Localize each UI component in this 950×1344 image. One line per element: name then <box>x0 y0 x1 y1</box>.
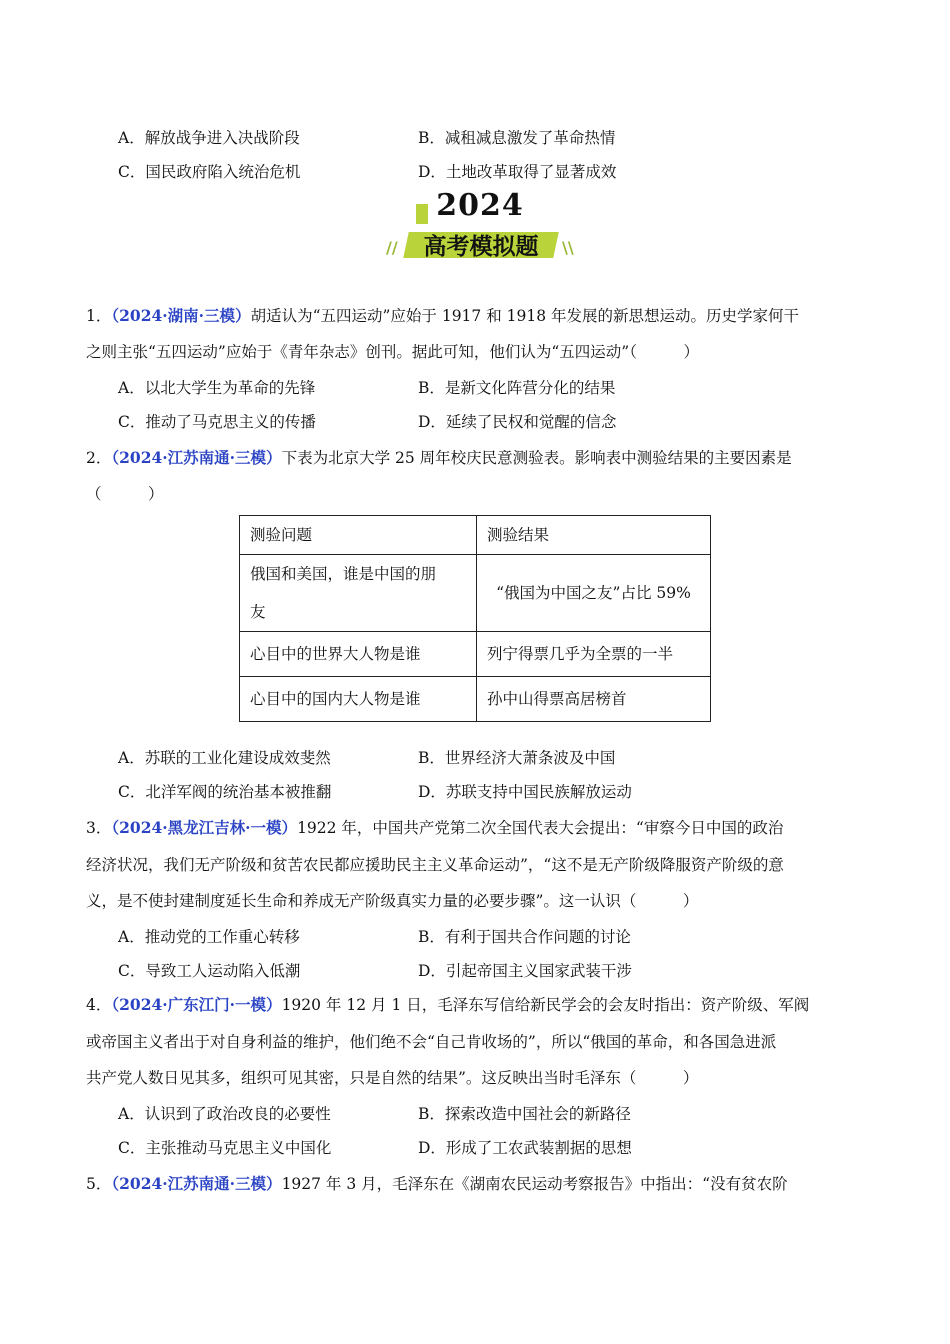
question-number: 4． <box>86 996 112 1014</box>
question-stem: 胡适认为“五四运动”应始于 1917 和 1918 年发展的新思想运动。历史学家何干 <box>250 307 800 325</box>
banner-year: 2024 <box>436 188 524 223</box>
question-2-stem-line-1 <box>86 448 876 468</box>
question-1-stem-line-1 <box>86 306 876 326</box>
question-1-option-b: B．是新文化阵营分化的结果 <box>418 379 616 397</box>
question-4-option-d: D．形成了工农武装割据的思想 <box>418 1139 632 1157</box>
question-3-option-d: D．引起帝国主义国家武装干涉 <box>418 962 632 980</box>
table-row <box>240 632 711 677</box>
table-cell-question: 心目中的国内大人物是谁 <box>240 677 477 722</box>
question-stem: 下表为北京大学 25 周年校庆民意测验表。影响表中测验结果的主要因素是 <box>281 449 792 467</box>
prev-option-d: D．土地改革取得了显著成效 <box>418 163 617 181</box>
question-1-option-d: D．延续了民权和觉醒的信念 <box>418 413 617 431</box>
question-4-option-c: C．主张推动马克思主义中国化 <box>118 1139 332 1157</box>
table-cell-result: 孙中山得票高居榜首 <box>477 677 711 722</box>
survey-table <box>239 515 711 722</box>
question-1-stem-line-2: 之则主张“五四运动”应始于《青年杂志》创刊。据此可知，他们认为“五四运动”（ ） <box>86 343 699 361</box>
question-number: 3． <box>86 819 112 837</box>
question-4-option-b: B．探索改造中国社会的新路径 <box>418 1105 631 1123</box>
banner-slash-right: \\ <box>562 238 574 257</box>
question-source: （2024·广东江门·一模） <box>111 995 282 1014</box>
question-3-option-a: A．推动党的工作重心转移 <box>118 928 300 946</box>
banner-title: 高考模拟题 <box>423 234 539 260</box>
question-2-option-d: D．苏联支持中国民族解放运动 <box>418 783 632 801</box>
banner-slash-left: // <box>386 238 398 257</box>
question-2-option-a: A．苏联的工业化建设成效斐然 <box>118 749 331 767</box>
question-stem: 1927 年 3 月，毛泽东在《湖南农民运动考察报告》中指出：“没有贫农阶 <box>281 1175 788 1193</box>
question-3-stem-line-3: 义，是不使封建制度延长生命和养成无产阶级真实力量的必要步骤”。这一认识（ ） <box>86 892 699 910</box>
question-3-stem-line-2: 经济状况，我们无产阶级和贫苦农民都应援助民主主义革命运动”，“这不是无产阶级降服资产阶级的意 <box>86 856 784 874</box>
prev-option-a: A．解放战争进入决战阶段 <box>118 129 300 147</box>
table-header-row <box>240 516 711 555</box>
question-3-option-b: B．有利于国共合作问题的讨论 <box>418 928 631 946</box>
question-number: 2． <box>86 449 112 467</box>
question-1-option-a: A．以北大学生为革命的先锋 <box>118 379 316 397</box>
question-1-option-c: C．推动了马克思主义的传播 <box>118 413 316 431</box>
section-banner <box>380 188 580 268</box>
question-4-stem-line-3: 共产党人数日见其多，组织可见其密，只是自然的结果”。这反映出当时毛泽东（ ） <box>86 1069 699 1087</box>
question-2-option-b: B．世界经济大萧条波及中国 <box>418 749 616 767</box>
question-stem: 1922 年，中国共产党第二次全国代表大会提出：“审察今日中国的政治 <box>297 819 784 837</box>
question-2-option-c: C．北洋军阀的统治基本被推翻 <box>118 783 332 801</box>
table-cell-result: 列宁得票几乎为全票的一半 <box>477 632 711 677</box>
table-cell-line: 俄国和美国，谁是中国的朋 <box>250 565 437 583</box>
prev-option-b: B．减租减息激发了革命热情 <box>418 129 616 147</box>
table-cell-result: “俄国为中国之友”占比 59% <box>477 555 711 632</box>
question-3-option-c: C．导致工人运动陷入低潮 <box>118 962 301 980</box>
question-4-option-a: A．认识到了政治改良的必要性 <box>118 1105 331 1123</box>
question-number: 5． <box>86 1175 112 1193</box>
table-cell-question: 心目中的世界大人物是谁 <box>240 632 477 677</box>
table-header-cell: 测验问题 <box>240 516 477 555</box>
question-3-stem-line-1 <box>86 818 876 838</box>
question-source: （2024·江苏南通·三模） <box>111 448 282 467</box>
question-source: （2024·湖南·三模） <box>111 306 251 325</box>
question-5-stem-line-1 <box>86 1174 876 1194</box>
table-row <box>240 677 711 722</box>
question-number: 1． <box>86 307 112 325</box>
question-4-stem-line-2: 或帝国主义者出于对自身利益的维护，他们绝不会“自己肯收场的”，所以“俄国的革命，和各国急进派 <box>86 1033 777 1051</box>
table-cell-question <box>240 555 477 632</box>
table-header-cell: 测验结果 <box>477 516 711 555</box>
table-cell-line: 友 <box>250 603 266 621</box>
question-source: （2024·黑龙江吉林·一模） <box>111 818 298 837</box>
question-stem: 1920 年 12 月 1 日，毛泽东写信给新民学会的会友时指出：资产阶级、军阀 <box>281 996 810 1014</box>
question-4-stem-line-1 <box>86 995 876 1015</box>
table-row <box>240 555 711 632</box>
prev-option-c: C．国民政府陷入统治危机 <box>118 163 301 181</box>
question-2-stem-line-2: （ ） <box>86 485 164 503</box>
question-source: （2024·江苏南通·三模） <box>111 1174 282 1193</box>
